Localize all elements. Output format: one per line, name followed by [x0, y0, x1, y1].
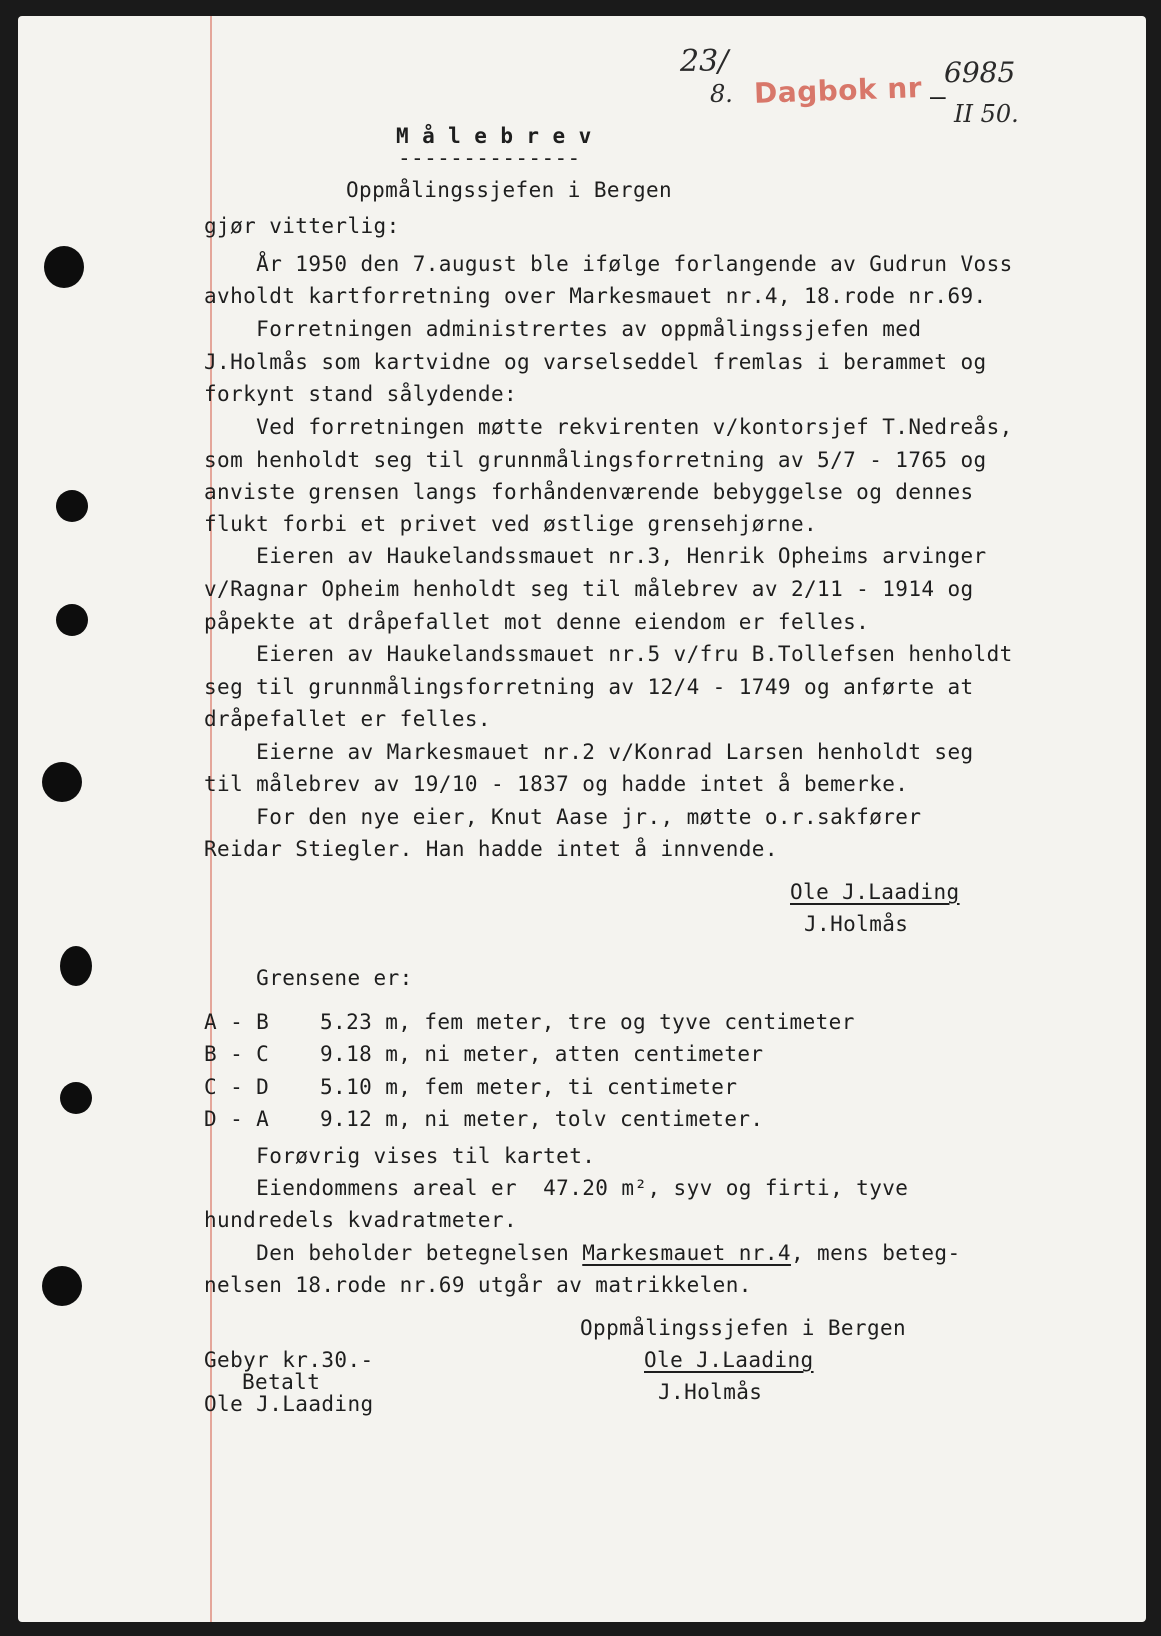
boundary-segment: D - A: [204, 1107, 270, 1131]
closing-line: [204, 1243, 961, 1264]
body-line: År 1950 den 7.august ble ifølge forlangende av Gudrun Voss: [204, 252, 1013, 276]
body-line: som henholdt seg til grunnmålingsforretning av 5/7 - 1765 og: [204, 448, 987, 472]
body-line: dråpefallet er felles.: [204, 707, 491, 731]
boundary-value: 5.23 m, fem meter, tre og tyve centimeter: [320, 1010, 855, 1034]
body-line: Eieren av Haukelandssmauet nr.3, Henrik Opheims arvinger: [204, 544, 987, 568]
fee-signature: Ole J.Laading: [204, 1392, 374, 1416]
closing-line: nelsen 18.rode nr.69 utgår av matrikkelen.: [204, 1273, 752, 1297]
body-line: anviste grensen langs forhåndenværende bebyggelse og dennes: [204, 480, 974, 504]
date-denominator: 8.: [710, 80, 733, 108]
body-line: Forretningen administrertes av oppmålingssjefen med: [204, 317, 922, 341]
boundary-segment: A - B: [204, 1010, 270, 1034]
fee-line: Gebyr kr.30.-: [204, 1348, 374, 1372]
boundaries-heading: Grensene er:: [204, 966, 413, 990]
punch-hole: [60, 1082, 92, 1114]
punch-hole: [42, 1266, 82, 1306]
signature-witness: J.Holmås: [804, 912, 909, 936]
date-numerator: 23/: [680, 44, 729, 79]
punch-hole: [60, 946, 92, 986]
boundary-segment: B - C: [204, 1042, 270, 1066]
body-line: Reidar Stiegler. Han hadde intet å innvende.: [204, 837, 778, 861]
body-line: avholdt kartforretning over Markesmauet nr.4, 18.rode nr.69.: [204, 284, 987, 308]
body-line: påpekte at dråpefallet mot denne eiendom er felles.: [204, 610, 870, 634]
closing-line-start: Den beholder betegnelsen: [204, 1241, 583, 1265]
boundary-value: 5.10 m, fem meter, ti centimeter: [320, 1075, 738, 1099]
document-title: M å l e b r e v: [396, 124, 592, 148]
issuer-line: Oppmålingssjefen i Bergen: [346, 178, 673, 202]
body-line: Ved forretningen møtte rekvirenten v/kontorsjef T.Nedreås,: [204, 415, 1013, 439]
intro-line: gjør vitterlig:: [204, 214, 400, 238]
punch-hole: [44, 246, 84, 288]
body-line: v/Ragnar Opheim henholdt seg til målebrev av 2/11 - 1914 og: [204, 577, 974, 601]
title-rule: --------------: [398, 146, 581, 170]
fee-paid: Betalt: [242, 1370, 321, 1394]
punch-hole: [56, 604, 88, 636]
signature-title: Oppmålingssjefen i Bergen: [580, 1316, 907, 1340]
signature-name: Ole J.Laading: [644, 1348, 814, 1372]
boundary-value: 9.18 m, ni meter, atten centimeter: [320, 1042, 764, 1066]
year-code: II 50.: [954, 100, 1019, 128]
stamp-dash: —: [930, 82, 947, 112]
closing-line-end: , mens beteg-: [790, 1241, 961, 1265]
closing-line: Eiendommens areal er 47.20 m², syv og firti, tyve: [204, 1176, 909, 1200]
punch-hole: [56, 490, 88, 522]
body-line: J.Holmås som kartvidne og varselseddel fremlas i berammet og: [204, 350, 987, 374]
body-line: flukt forbi et privet ved østlige grensehjørne.: [204, 512, 818, 536]
entry-number: 6985: [944, 56, 1016, 89]
signature-witness: J.Holmås: [658, 1380, 763, 1404]
closing-line: hundredels kvadratmeter.: [204, 1208, 518, 1232]
body-line: Eierne av Markesmauet nr.2 v/Konrad Larsen henholdt seg: [204, 740, 974, 764]
boundary-value: 9.12 m, ni meter, tolv centimeter.: [320, 1107, 764, 1131]
body-line: til målebrev av 19/10 - 1837 og hadde intet å bemerke.: [204, 772, 909, 796]
boundary-segment: C - D: [204, 1075, 270, 1099]
body-line: Eieren av Haukelandssmauet nr.5 v/fru B.Tollefsen henholdt: [204, 642, 1013, 666]
document-page: [18, 16, 1146, 1622]
dagbok-stamp: Dagbok nr: [753, 71, 923, 110]
body-line: forkynt stand sålydende:: [204, 382, 518, 406]
punch-hole: [42, 762, 82, 802]
body-line: seg til grunnmålingsforretning av 12/4 - 1749 og anførte at: [204, 675, 974, 699]
body-line: For den nye eier, Knut Aase jr., møtte o.r.sakfører: [204, 805, 922, 829]
signature-name: Ole J.Laading: [790, 880, 960, 904]
property-designation: Markesmauet nr.4: [582, 1241, 791, 1265]
closing-line: Forøvrig vises til kartet.: [204, 1144, 596, 1168]
